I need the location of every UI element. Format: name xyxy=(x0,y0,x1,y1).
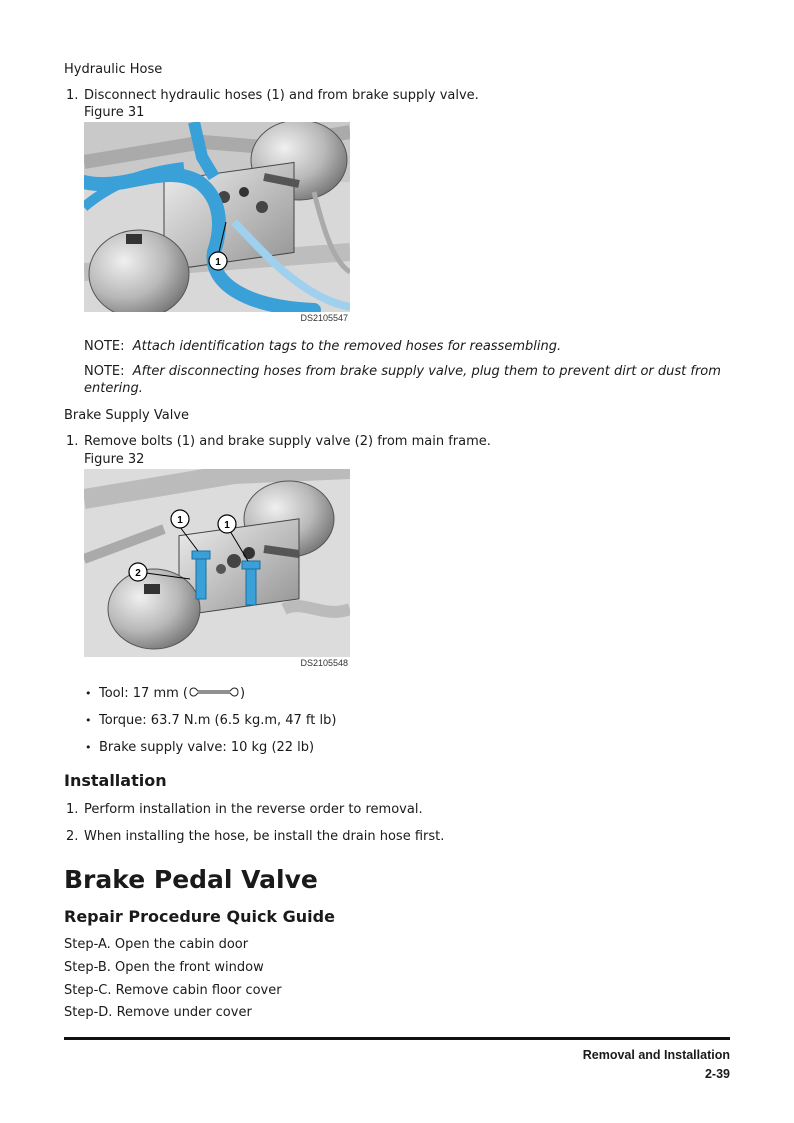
step-number: 2. xyxy=(66,829,79,844)
bullet-weight: • Brake supply valve: 10 kg (22 lb) xyxy=(99,739,314,756)
step-number: 1. xyxy=(66,88,79,103)
page-title-brake-pedal-valve: Brake Pedal Valve xyxy=(64,865,318,894)
callout-1: 1 xyxy=(215,257,221,268)
figure-label: Figure 32 xyxy=(84,452,145,467)
quick-guide-step: Step-D. Remove under cover xyxy=(64,1005,252,1020)
footer-page-number: 2-39 xyxy=(704,1067,730,1081)
note-text: After disconnecting hoses from brake supply valve, plug them to prevent dirt or dust from xyxy=(132,364,721,379)
brake-supply-valve-illustration xyxy=(84,469,350,671)
section-heading-hydraulic-hose: Hydraulic Hose xyxy=(64,62,163,77)
quick-guide-heading: Repair Procedure Quick Guide xyxy=(64,907,335,926)
note-text-continued: entering. xyxy=(84,381,143,396)
figure-code: DS2105548 xyxy=(300,658,348,668)
footer-divider xyxy=(64,1037,730,1040)
step-number: 1. xyxy=(66,434,79,449)
note-label: NOTE: xyxy=(84,339,125,354)
callout-1-bolt-left: 1 xyxy=(177,515,183,526)
note-text: Attach identification tags to the removed hoses for reassembling. xyxy=(132,339,562,354)
step-text: Remove bolts (1) and brake supply valve (2) from main frame. xyxy=(84,434,491,449)
installation-step-1: Perform installation in the reverse order to removal. xyxy=(84,802,423,817)
section-heading-brake-supply-valve: Brake Supply Valve xyxy=(64,408,190,423)
figure-32-image xyxy=(84,469,350,671)
figure-label: Figure 31 xyxy=(84,105,145,120)
note-label: NOTE: xyxy=(84,364,125,379)
installation-step-2: When installing the hose, be install the drain hose first. xyxy=(84,829,445,844)
note-2 xyxy=(84,363,734,397)
tool-prefix: Tool: 17 mm ( xyxy=(99,686,188,701)
callout-1-bolt-right: 1 xyxy=(224,520,230,531)
step-number: 1. xyxy=(66,802,79,817)
callout-2-valve: 2 xyxy=(135,568,141,579)
quick-guide-step: Step-B. Open the front window xyxy=(64,960,264,975)
quick-guide-step: Step-C. Remove cabin floor cover xyxy=(64,983,282,998)
note-1 xyxy=(84,338,561,355)
section-heading-installation: Installation xyxy=(64,771,167,790)
footer-section-name: Removal and Installation xyxy=(582,1048,730,1062)
wrench-icon xyxy=(188,685,240,699)
quick-guide-step: Step-A. Open the cabin door xyxy=(64,937,249,952)
step-text: Disconnect hydraulic hoses (1) and from brake supply valve. xyxy=(84,88,479,103)
bullet-torque: • Torque: 63.7 N.m (6.5 kg.m, 47 ft lb) xyxy=(99,712,336,729)
figure-code: DS2105547 xyxy=(300,313,348,323)
hydraulic-hose-illustration xyxy=(84,122,350,326)
tool-suffix: ) xyxy=(239,686,246,701)
bullet-tool xyxy=(99,685,245,702)
figure-31-image xyxy=(84,122,350,326)
